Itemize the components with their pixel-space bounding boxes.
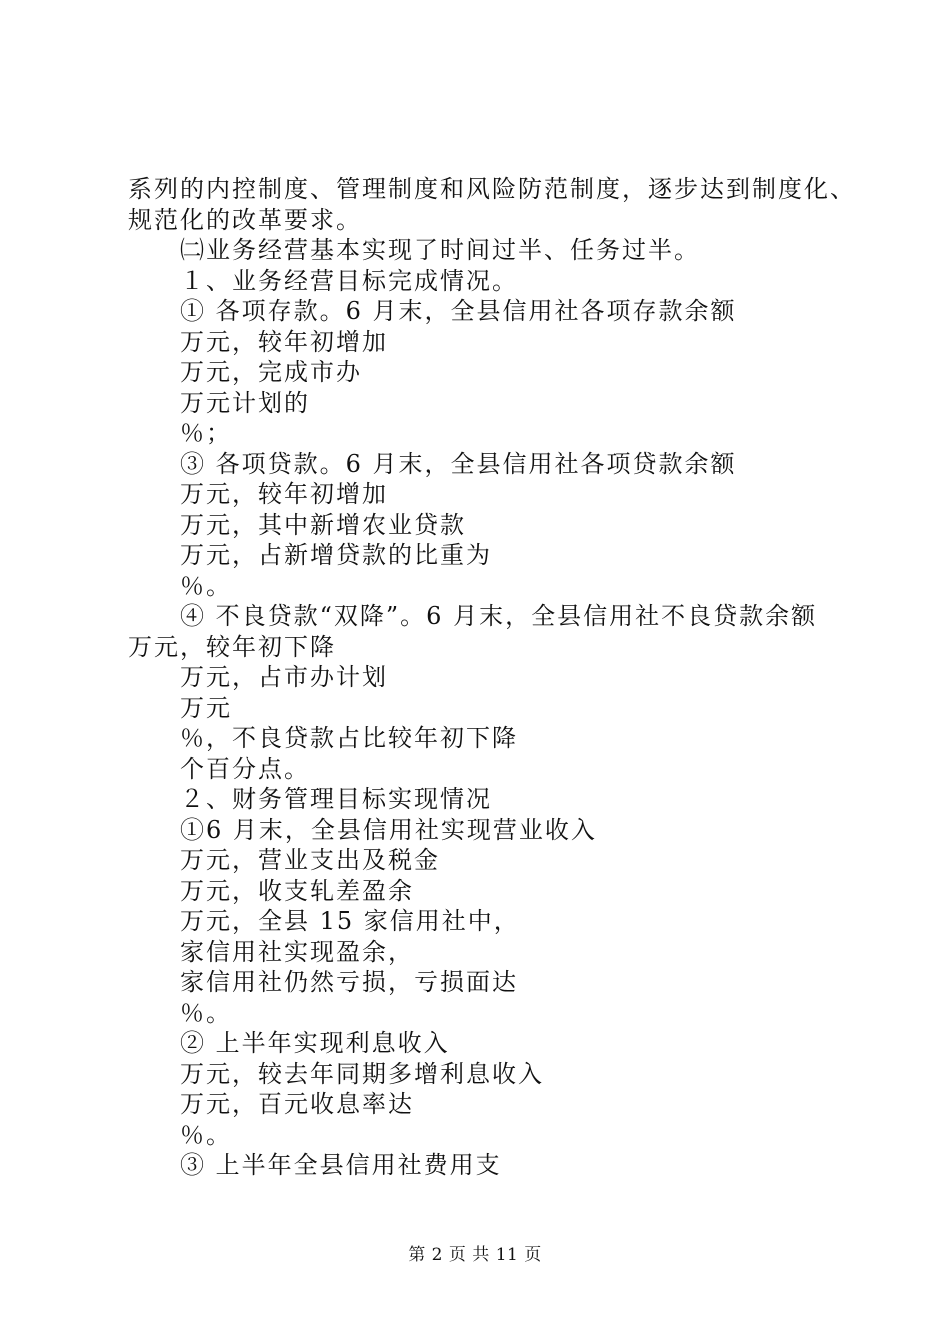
text-line: 万元计划的: [180, 388, 310, 417]
text-line: 个百分点。: [180, 754, 310, 783]
text-line: 家信用社仍然亏损，亏损面达: [180, 968, 518, 996]
text-line: 家信用社实现盈余，: [180, 937, 414, 966]
text-line: 万元，营业支出及税金: [180, 846, 440, 874]
text-line: 万元: [180, 693, 232, 722]
body-text: [128, 174, 856, 1181]
text-line: 万元，较去年同期多增利息收入: [180, 1059, 544, 1088]
page-footer: 第 2 页 共 11 页: [408, 1245, 542, 1265]
text-line: ① 各项存款。6 月末，全县信用社各项存款余额: [180, 297, 737, 325]
text-line: 万元，占市办计划: [180, 663, 388, 691]
text-line: ％。: [180, 1120, 232, 1149]
text-line: 规范化的改革要求。: [128, 205, 362, 234]
text-line: ２、财务管理目标实现情况: [180, 785, 492, 813]
text-line: 万元，全县 15 家信用社中，: [180, 907, 520, 935]
text-line: 万元，其中新增农业贷款: [180, 510, 466, 539]
text-line: 万元，完成市办: [180, 358, 362, 386]
text-line: 万元，较年初增加: [180, 480, 388, 508]
text-line: 万元，较年初增加: [180, 327, 388, 356]
text-line: ％；: [180, 419, 232, 447]
text-line: 系列的内控制度、管理制度和风险防范制度，逐步达到制度化、: [128, 175, 856, 203]
text-line: ％。: [180, 571, 232, 600]
text-line: ③ 上半年全县信用社费用支: [180, 1151, 502, 1179]
text-line: 万元，收支轧差盈余: [180, 876, 414, 905]
text-line: ③ 各项贷款。6 月末，全县信用社各项贷款余额: [180, 449, 737, 478]
text-line: ％。: [180, 998, 232, 1027]
text-line: １、业务经营目标完成情况。: [180, 266, 518, 295]
text-line: ％，不良贷款占比较年初下降: [180, 724, 518, 752]
text-line: ㈡业务经营基本实现了时间过半、任务过半。: [180, 236, 700, 264]
text-line: 万元，较年初下降: [128, 632, 336, 661]
text-line: ② 上半年实现利息收入: [180, 1029, 450, 1057]
text-line: ④ 不良贷款“双降”。6 月末，全县信用社不良贷款余额: [180, 602, 818, 630]
text-line: 万元，占新增贷款的比重为: [180, 541, 492, 569]
text-line: ①6 月末，全县信用社实现营业收入: [180, 815, 597, 844]
text-line: 万元，百元收息率达: [180, 1090, 414, 1118]
